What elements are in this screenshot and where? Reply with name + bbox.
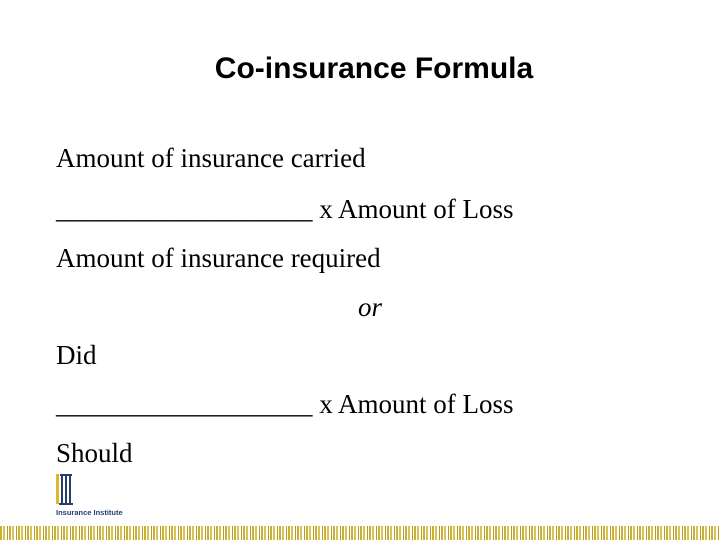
formula1-numerator: Amount of insurance carried	[56, 143, 366, 173]
formula1-denominator: Amount of insurance required	[56, 243, 381, 273]
slide-title: Co-insurance Formula	[214, 52, 534, 85]
logo-text: Insurance Institute	[56, 508, 123, 517]
columns-logo-icon	[56, 474, 76, 506]
formula2-denominator: Should	[56, 438, 133, 468]
formula2-numerator: Did	[56, 340, 97, 370]
formula2-fraction-line: ___________________ x Amount of Loss	[56, 389, 514, 419]
insurance-institute-logo	[56, 474, 146, 520]
or-separator: or	[358, 292, 383, 322]
footer-decorative-band	[0, 526, 720, 540]
formula1-fraction-line: ___________________ x Amount of Loss	[56, 194, 514, 224]
